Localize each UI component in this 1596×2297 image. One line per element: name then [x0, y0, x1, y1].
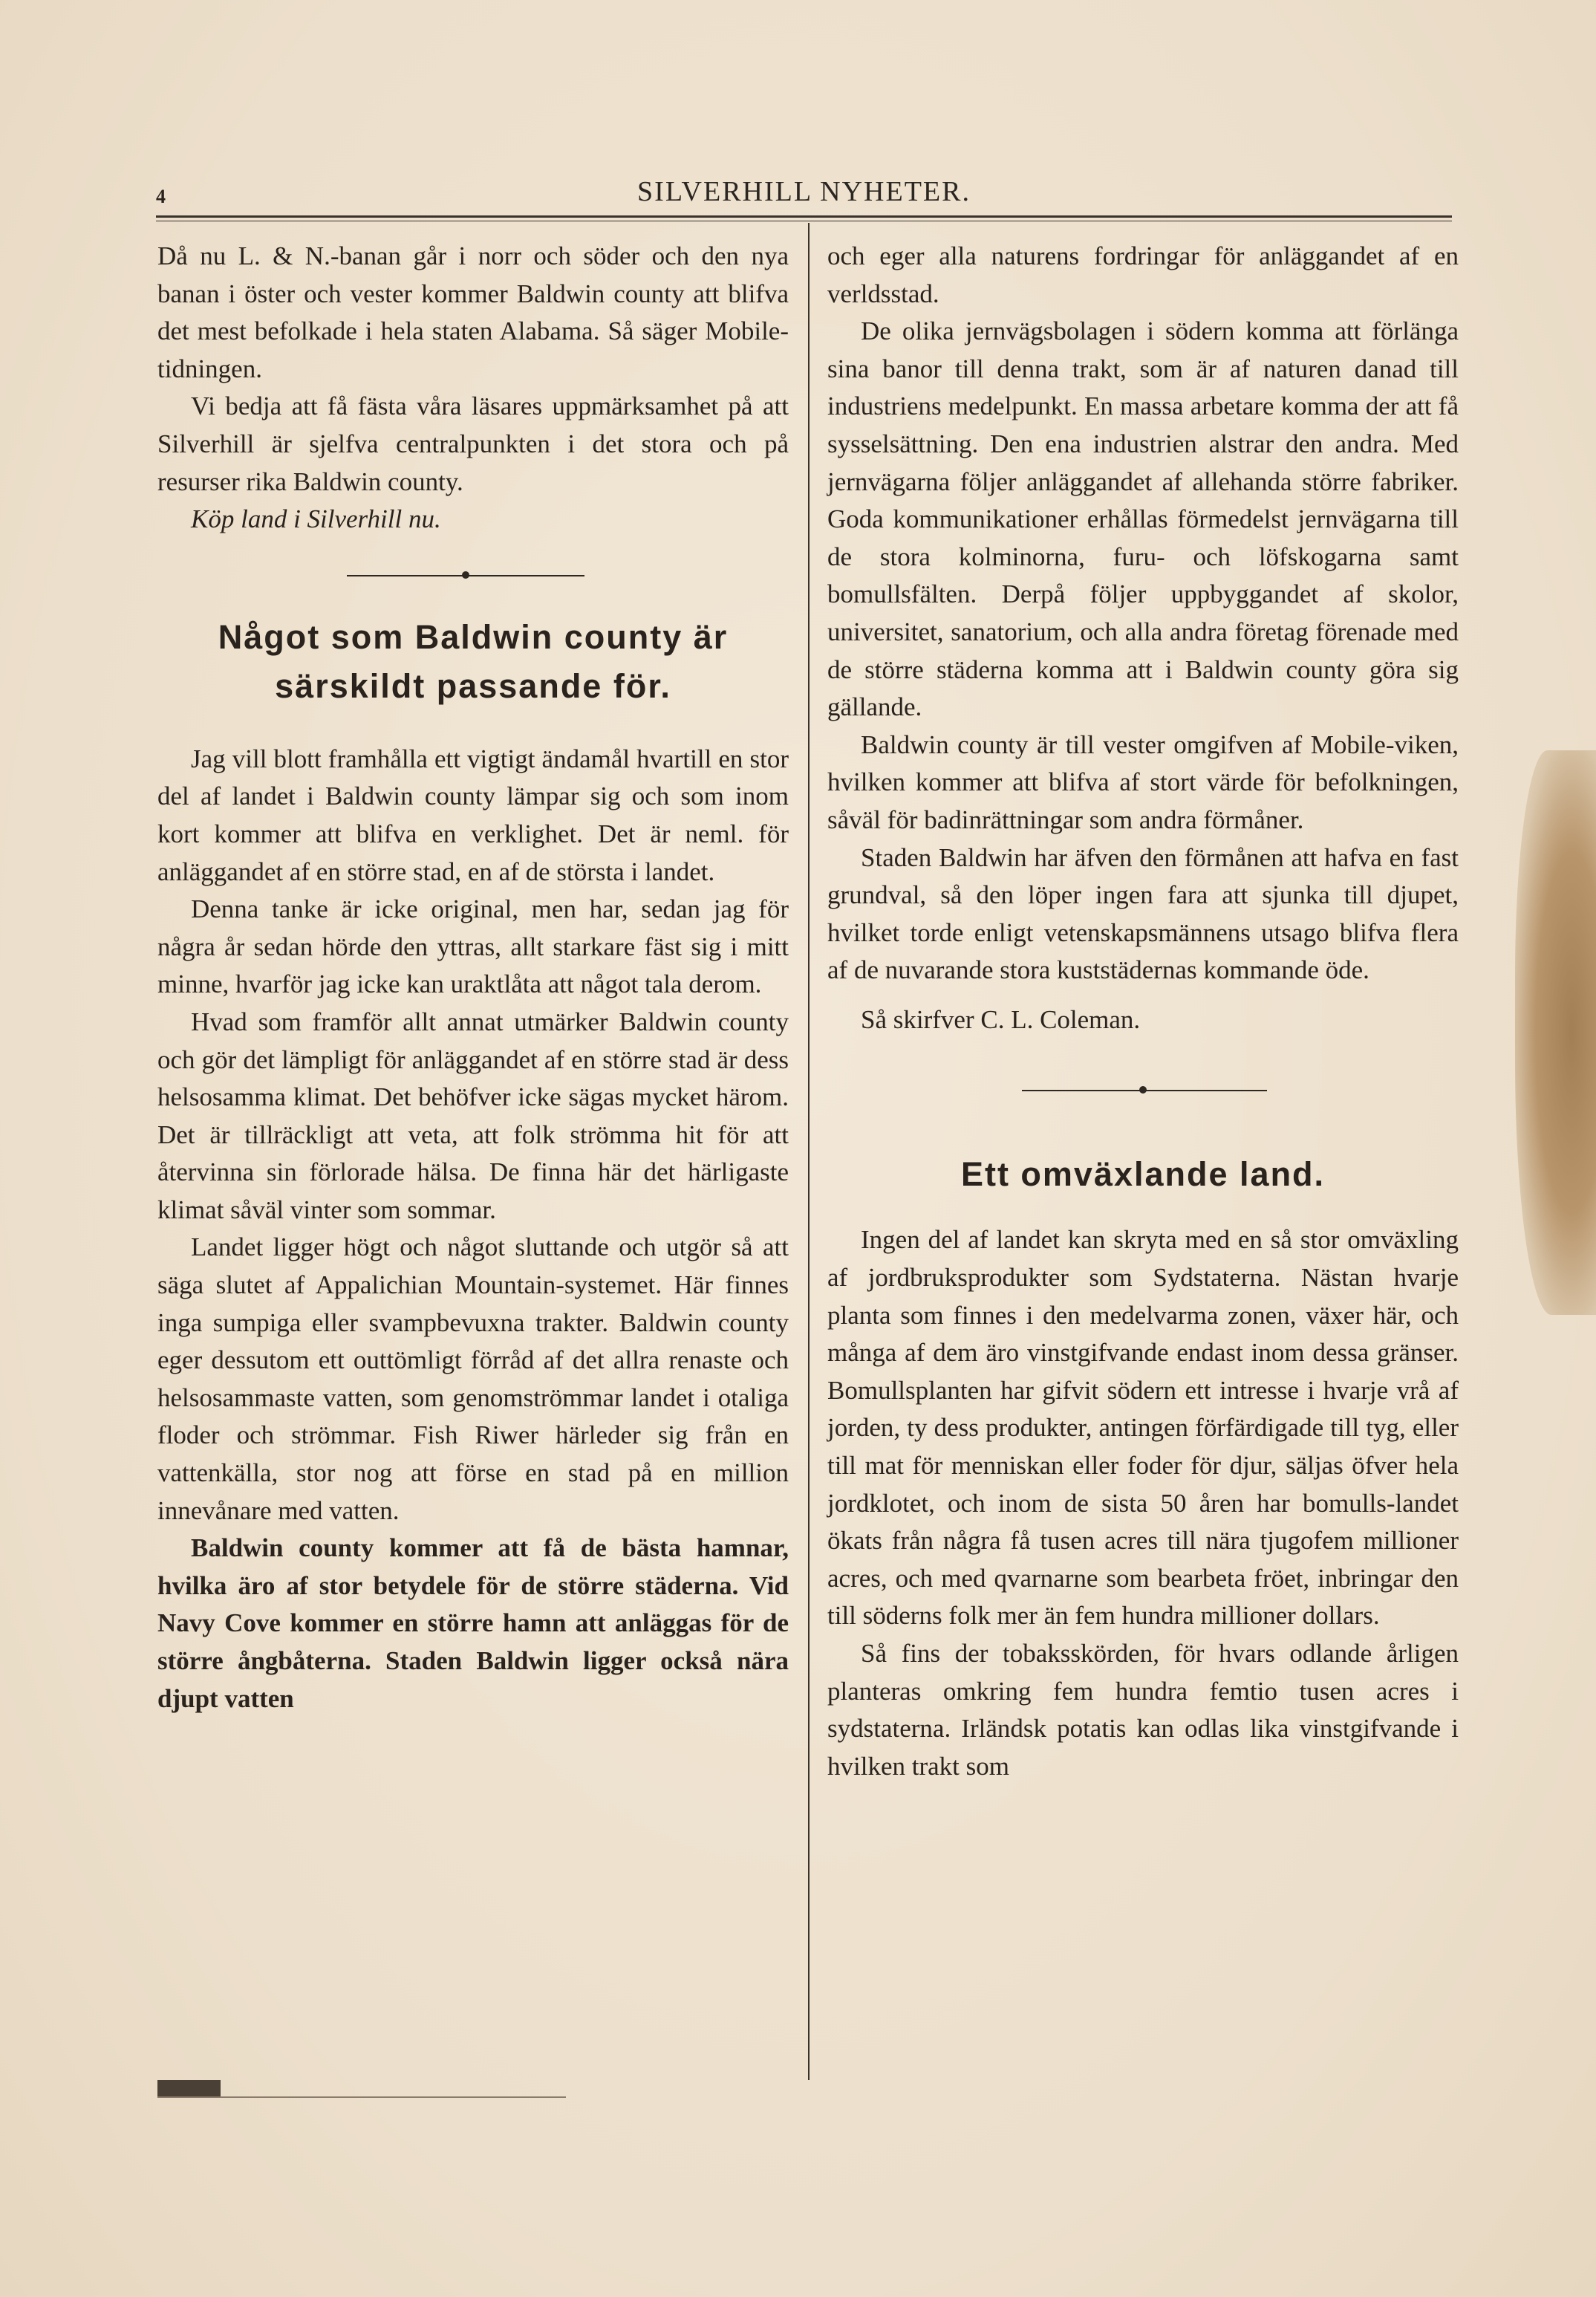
slogan: Köp land i Silverhill nu. — [191, 504, 441, 534]
intro-paragraph: Vi bedja att få fästa våra läsares uppmärksamhet på att Silverhill är sjelfva centralpunkten i det stora och på resurser rika Baldwin county. — [157, 392, 789, 496]
page-number: 4 — [156, 186, 166, 207]
page-header — [156, 172, 1452, 209]
article-paragraph: Hvad som framför allt annat utmärker Baldwin county och gör det lämpligt för anläggandet af en större stad är dess helsosamma klimat. Det behöfver icke sägas mycket härom. Det är tillräckligt att veta, att folk strömma hit för att återvinna sin förlorade hälsa. De finna här det härligaste klimat såväl vinter som sommar. — [157, 1007, 789, 1224]
article-headline: Ett omväxlande land. — [960, 1155, 1326, 1194]
left-column — [157, 238, 789, 1718]
intro-paragraph: Då nu L. & N.-banan går i norr och söder och den nya banan i öster och vester kommer Baldwin county att blifva det mest befolkade i hela staten Alabama. Så säger Mobile-tidningen. — [157, 241, 789, 383]
article-paragraph: Jag vill blott framhålla ett vigtigt ändamål hvartill en stor del af landet i Baldwin county lämpar sig och som inom kort kommer att blifva en verklighet. Det är neml. för anläggandet af en större stad, en af de största i landet. — [157, 744, 789, 886]
printers-mark — [157, 2080, 221, 2098]
signature: Så skirfver C. L. Coleman. — [861, 1004, 1141, 1034]
column-divider — [808, 223, 810, 2080]
article-paragraph: Så fins der tobaksskörden, för hvars odlande årligen planteras omkring fem hundra femtio tusen acres i sydstaterna. Irländsk potatis kan odlas lika vinstgifvande i hvilken trakt som — [827, 1639, 1459, 1781]
article-headline: Något som Baldwin county är särskildt passande för. — [218, 617, 729, 705]
divider-dot — [462, 571, 469, 579]
newspaper-title: SILVERHILL NYHETER. — [637, 176, 971, 207]
section-divider — [157, 553, 789, 598]
header-rule — [156, 215, 1452, 218]
article-paragraph: Denna tanke är icke original, men har, sedan jag för några år sedan hörde den yttras, allt starkare fäst sig i mitt minne, hvarför jag icke kan uraktlåta att något tala derom. — [157, 894, 789, 999]
bottom-rule — [157, 2096, 566, 2098]
water-stain — [1515, 750, 1596, 1315]
continued-paragraph: Staden Baldwin har äfven den förmånen att hafva en fast grundval, så den löper ingen fara att sjunka till djupet, hvilket torde enligt vetenskapsmännens utsago blifva flera af de nuvarande stora kuststädernas kommande öde. — [827, 842, 1459, 985]
continued-paragraph: Baldwin county är till vester omgifven af Mobile-viken, hvilken kommer att blifva af stort värde för befolkningen, såväl för badinrättningar som andra förmåner. — [827, 730, 1459, 834]
article-paragraph: Landet ligger högt och något sluttande och utgör så att säga slutet af Appalichian Mountain-systemet. Här finnes inga sumpiga eller svampbevuxna trakter. Baldwin county eger dessutom ett outtömligt förråd af det allra renaste och helsosammaste vatten, som genomströmmar landet i otaliga floder och strömmar. Fish Riwer härleder sig från en vattenkälla, stor nog att förse en stad på en million innevånare med vatten. — [157, 1232, 789, 1525]
article-paragraph: Baldwin county kommer att få de bästa hamnar, hvilka äro af stor betydele för de större städerna. Vid Navy Cove kommer en större hamn att anläggas för de större ångbåterna. Staden Baldwin ligger också nära djupt vatten — [157, 1533, 789, 1713]
continued-paragraph: De olika jernvägsbolagen i södern komma att förlänga sina banor till denna trakt, som är af naturen danad till industriens medelpunkt. En massa arbetare komma der att få sysselsättning. Den ena industrien alstrar den andra. Med jernvägarna följer anläggandet af allehanda större fabriker. Goda kommunikationer erhållas förmedelst jernvägarna till de stora kolminorna, furu- och löfskogarna samt bomullsfälten. Derpå följer uppbyggandet af skolor, universitet, sanatorium, och alla andra företag förenade med de större städerna komma att i Baldwin county göra sig gällande. — [827, 316, 1459, 722]
section-divider — [827, 1068, 1459, 1113]
article-paragraph: Ingen del af landet kan skryta med en så stor omväxling af jordbruksprodukter som Sydstaterna. Nästan hvarje planta som finnes i den medelvarma zonen, växer här, och många af dem äro vinstgifvande endast inom dessa gränser. Bomullsplanten har gifvit södern ett intresse i hvarje vrå af jorden, ty dess produkter, antingen förfärdigade till tyg, eller till mat för menniskan eller foder för djur, säljas öfver hela jordklotet, och inom de sista 50 åren har bomulls-landet ökats från några få tusen acres till nära tjugofem millioner acres, och med qvarnarne som bearbeta fröet, inbringar den till söderns folk mer än fem hundra millioner dollars. — [827, 1225, 1459, 1631]
divider-dot — [1139, 1086, 1147, 1094]
continued-paragraph: och eger alla naturens fordringar för anläggandet af en verldsstad. — [827, 241, 1459, 308]
right-column — [827, 238, 1459, 1785]
